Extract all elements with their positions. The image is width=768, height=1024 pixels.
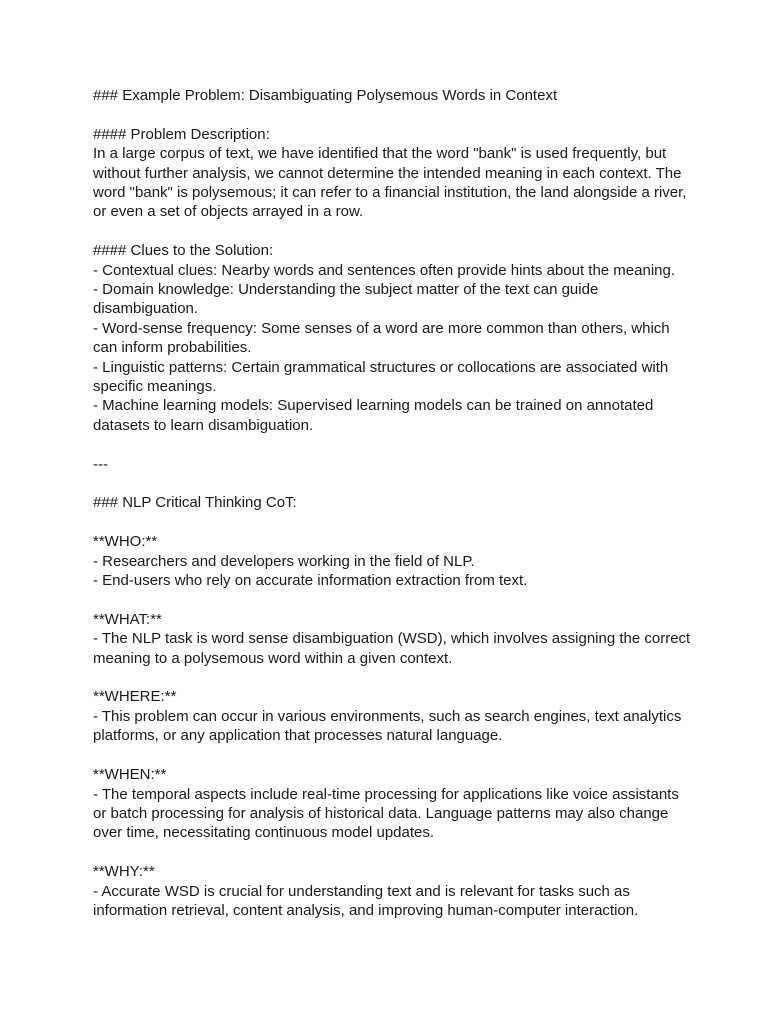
when-item: - The temporal aspects include real-time processing for applications like voice assistants or batch processing for analysis of historical data. Language patterns may also change over time, necessitating continuous model updates. <box>93 785 679 842</box>
spacer <box>93 668 693 687</box>
clues-heading: #### Clues to the Solution: <box>93 242 274 260</box>
spacer <box>93 513 693 532</box>
where-heading: **WHERE:** <box>93 688 177 706</box>
who-item: - Researchers and developers working in the field of NLP. <box>93 552 475 570</box>
spacer <box>93 105 693 124</box>
separator: --- <box>93 455 108 473</box>
problem-text: In a large corpus of text, we have identified that the word "bank" is used frequently, but without further analysis, we cannot determine the intended meaning in each context. The word "bank" is polysemous; it can refer to a financial institution, the land alongside a river, or even a set of objects arrayed in a row. <box>93 145 687 221</box>
why-item: - Accurate WSD is crucial for understanding text and is relevant for tasks such as information retrieval, content analysis, and improving human-computer interaction. <box>93 882 639 919</box>
when-heading: **WHEN:** <box>93 766 167 784</box>
clue-item: - Domain knowledge: Understanding the subject matter of the text can guide disambiguation. <box>93 281 599 318</box>
cot-heading: ### NLP Critical Thinking CoT: <box>93 494 297 512</box>
problem-heading: #### Problem Description: <box>93 125 270 143</box>
spacer <box>93 222 693 241</box>
spacer <box>93 435 693 454</box>
spacer <box>93 590 693 609</box>
spacer <box>93 843 693 862</box>
spacer <box>93 474 693 493</box>
clue-item: - Linguistic patterns: Certain grammatical structures or collocations are associated with specific meanings. <box>93 358 669 396</box>
what-item: - The NLP task is word sense disambiguation (WSD), which involves assigning the correct meaning to a polysemous word within a given context. <box>93 630 691 667</box>
clue-item: - Word-sense frequency: Some senses of a word are more common than others, which can inform probabilities. <box>93 319 670 357</box>
what-heading: **WHAT:** <box>93 610 162 628</box>
why-heading: **WHY:** <box>93 863 155 881</box>
who-heading: **WHO:** <box>93 533 158 551</box>
document-title: ### Example Problem: Disambiguating Polysemous Words in Context <box>93 87 558 104</box>
who-item: - End-users who rely on accurate information extraction from text. <box>93 572 528 590</box>
clue-item: - Contextual clues: Nearby words and sentences often provide hints about the meaning. <box>93 261 676 279</box>
document-body <box>93 86 693 920</box>
where-item: - This problem can occur in various environments, such as search engines, text analytics platforms, or any application that processes natural language. <box>93 707 682 745</box>
spacer <box>93 746 693 765</box>
clue-item: - Machine learning models: Supervised learning models can be trained on annotated datasets to learn disambiguation. <box>93 397 654 434</box>
